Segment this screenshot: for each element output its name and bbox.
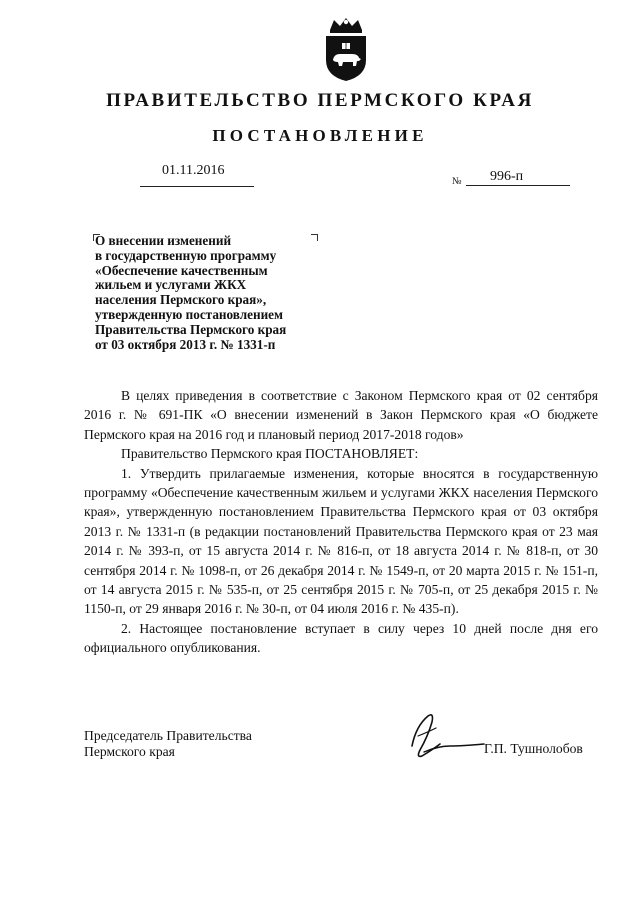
document-type-heading: ПОСТАНОВЛЕНИЕ (212, 126, 428, 145)
subject-line: О внесении изменений (95, 233, 232, 248)
number-sign: № (452, 176, 462, 187)
subject-line: от 03 октября 2013 г. № 1331-п (95, 336, 276, 352)
subject-line: утвержденную постановлением (95, 306, 284, 322)
position-line: Пермского края (84, 743, 175, 759)
date-underline (140, 186, 254, 187)
clause-1-paragraph: 1. Утвердить прилагаемые изменения, которые вносятся в государственную программу «Обеспечение качественным жильем и услугами ЖКХ населения Пермского края», утвержденную постановлением Правительства Пермского края от 03 октября 2013 г. № 1331-п (в редакции постановлений Правительства Пермского края от 23 мая 2014 г. № 393-п, от 15 августа 2014 г. № 816-п, от 18 августа 2014 г. № 818-п, от 30 сентября 2014 г. № 1098-п, от 26 декабря 2014 г. № 1549-п, от 20 марта 2015 г. № 151-п, от 14 августа 2015 г. № 535-п, от 25 сентября 2015 г. № 705-п, от 25 декабря 2015 г. № 1150-п, от 29 января 2016 г. № 30-п, от 04 июля 2016 г. № 435-п). (84, 465, 598, 617)
document-body (84, 386, 598, 658)
document-subject (95, 234, 335, 352)
document-number: 996-п (490, 169, 524, 184)
position-line: Председатель Правительства (84, 728, 252, 743)
resolution-statement: Правительство Пермского края ПОСТАНОВЛЯЕТ: (121, 446, 419, 462)
signer-name: Г.П. Тушнолобов (484, 741, 583, 756)
clause-2-paragraph: 2. Настоящее постановление вступает в силу через 10 дней после дня его официального опубликования. (84, 620, 598, 656)
perm-krai-coat-of-arms-icon (322, 16, 370, 82)
signatory-position (84, 728, 252, 759)
document-date: 01.11.2016 (162, 163, 225, 178)
preamble-paragraph: В целях приведения в соответствие с Законом Пермского края от 02 сентября 2016 г. № 691-ПК «О внесении изменений в Закон Пермского края «О бюджете Пермского края на 2016 год и плановый период 2017-2018 годов» (84, 388, 598, 442)
subject-line: жильем и услугами ЖКХ (95, 277, 247, 293)
subject-line: населения Пермского края», (95, 292, 267, 308)
handwritten-signature-icon (398, 706, 498, 766)
subject-line: Правительства Пермского края (95, 321, 287, 337)
subject-line: в государственную программу (95, 247, 277, 263)
organization-title: ПРАВИТЕЛЬСТВО ПЕРМСКОГО КРАЯ (106, 90, 534, 111)
number-underline (466, 185, 570, 186)
subject-line: «Обеспечение качественным (95, 262, 268, 278)
